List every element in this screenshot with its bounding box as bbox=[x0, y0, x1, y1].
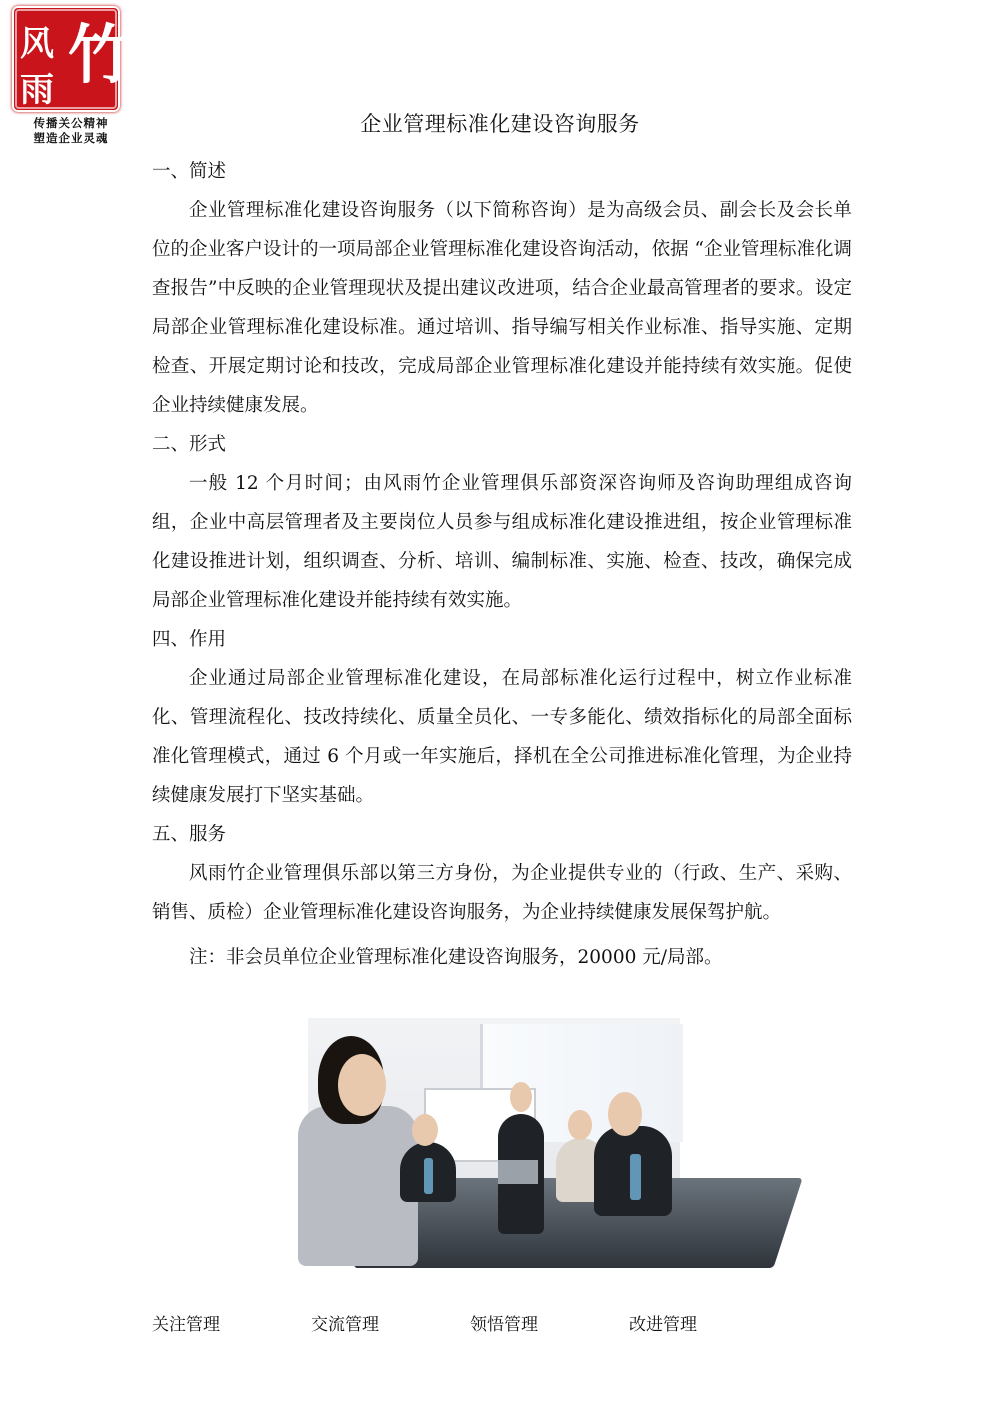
photo-laptop bbox=[498, 1160, 538, 1184]
photo-head bbox=[412, 1114, 438, 1146]
section-heading-effect: 四、作用 bbox=[152, 629, 227, 650]
footer-item-improve: 改进管理 bbox=[629, 1315, 697, 1335]
section-paragraph-effect: 企业通过局部企业管理标准化建设，在局部标准化运行过程中，树立作业标准化、管理流程化、技改持续化、质量全员化、一专多能化、绩效指标化的局部全面标准化管理模式，通过 6 个月或一年实施后，择机在全公司推进标准化管理，为企业持续健康发展打下坚实基础。 bbox=[152, 668, 852, 806]
seal-stamp bbox=[12, 6, 132, 112]
photo-head bbox=[510, 1082, 532, 1112]
seal-char-yu: 雨 bbox=[20, 70, 54, 110]
section-heading-service: 五、服务 bbox=[152, 824, 227, 845]
seal-char-zhu: 竹 bbox=[68, 18, 132, 93]
photo-bottle bbox=[424, 1158, 433, 1194]
business-meeting-photo bbox=[308, 1018, 680, 1254]
section-paragraph-service: 风雨竹企业管理俱乐部以第三方身份，为企业提供专业的（行政、生产、采购、销售、质检）企业管理标准化建设咨询服务，为企业持续健康发展保驾护航。 bbox=[152, 863, 852, 923]
section-heading-summary: 一、简述 bbox=[152, 161, 227, 182]
pricing-note: 注：非会员单位企业管理标准化建设咨询服务，20000 元/局部。 bbox=[189, 947, 723, 968]
seal-char-feng: 风 bbox=[20, 24, 54, 64]
footer-item-focus: 关注管理 bbox=[152, 1315, 220, 1335]
photo-bottle bbox=[630, 1154, 641, 1200]
slogan-line-2: 塑造企业灵魂 bbox=[33, 131, 109, 145]
footer-item-exchange: 交流管理 bbox=[311, 1315, 379, 1335]
photo-head bbox=[568, 1110, 592, 1140]
section-paragraph-summary: 企业管理标准化建设咨询服务（以下简称咨询）是为高级会员、副会长及会长单位的企业客户设计的一项局部企业管理标准化建设咨询活动，依据 “企业管理标准化调查报告”中反映的企业管理现状及提出建议改进项，结合企业最高管理者的要求。设定局部企业管理标准化建设标准。通过培训、指导编写相关作业标准、指导实施、定期检查、开展定期讨论和技改，完成局部企业管理标准化建设并能持续有效实施。促使企业持续健康发展。 bbox=[152, 200, 852, 416]
photo-head bbox=[608, 1092, 642, 1136]
footer-mottos bbox=[152, 1310, 852, 1334]
document-body bbox=[152, 152, 852, 977]
document-title: 企业管理标准化建设咨询服务 bbox=[360, 112, 640, 136]
section-paragraph-format: 一般 12 个月时间；由风雨竹企业管理俱乐部资深咨询师及咨询助理组成咨询组，企业中高层管理者及主要岗位人员参与组成标准化建设推进组，按企业管理标准化建设推进计划，组织调查、分析、培训、编制标准、实施、检查、技改，确保完成局部企业管理标准化建设并能持续有效实施。 bbox=[152, 473, 852, 611]
section-heading-format: 二、形式 bbox=[152, 434, 227, 455]
photo-head bbox=[338, 1054, 386, 1116]
slogan-line-1: 传播关公精神 bbox=[33, 116, 109, 130]
footer-item-understand: 领悟管理 bbox=[470, 1315, 538, 1335]
